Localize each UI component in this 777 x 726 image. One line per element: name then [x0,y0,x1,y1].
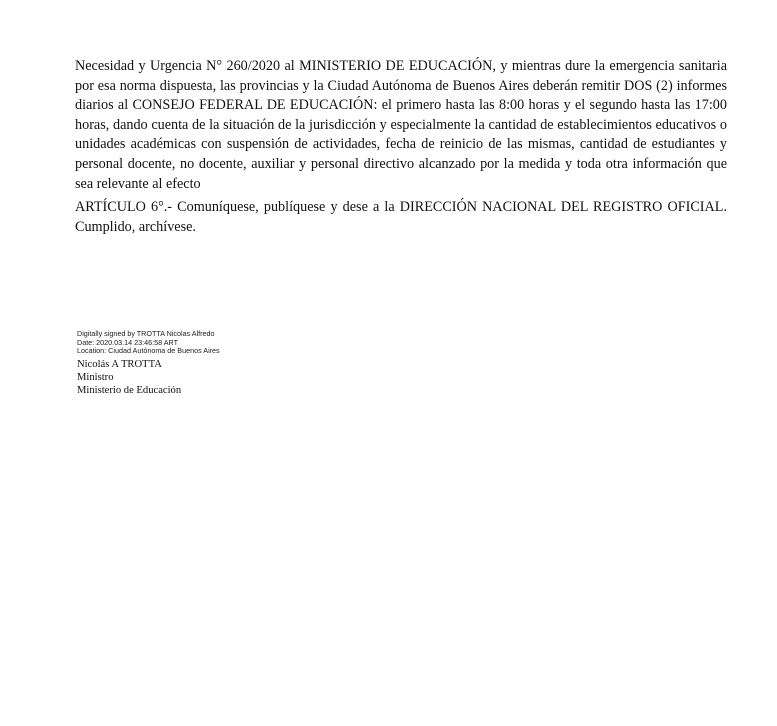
paragraph-decree-reference: Necesidad y Urgencia N° 260/2020 al MINISTERIO DE EDUCACIÓN, y mientras dure la emergencia sanitaria por esa norma dispuesta, las provincias y la Ciudad Autónoma de Buenos Aires deberán remitir DOS (2) informes diarios al CONSEJO FEDERAL DE EDUCACIÓN: el primero hasta las 8:00 horas y el segundo hasta las 17:00 horas, dando cuenta de la situación de la jurisdicción y especialmente la cantidad de establecimientos educativos o unidades académicas con suspensión de actividades, fecha de reinicio de las mismas, cantidad de estudiantes y personal docente, no docente, auxiliar y personal directivo alcanzado por la medida y toda otra información que sea relevante al efecto [75,58,727,192]
paragraph-article-6: ARTÍCULO 6°.- Comuníquese, publíquese y dese a la DIRECCIÓN NACIONAL DEL REGISTRO OFICIAL. Cumplido, archívese. [75,199,727,235]
signature-signed-by: Digitally signed by TROTTA Nicolas Alfredo [77,329,215,338]
signer-name: Nicolás A TROTTA [77,359,162,370]
signer-organization: Ministerio de Educación [77,385,182,396]
signature-location: Location: Ciudad Autónoma de Buenos Aires [77,346,220,356]
digital-signature-block [77,330,220,356]
signer-role: Ministro [77,372,114,383]
signer-block [77,358,181,397]
signature-date: Date: 2020.03.14 23:46:58 ART [77,337,178,347]
